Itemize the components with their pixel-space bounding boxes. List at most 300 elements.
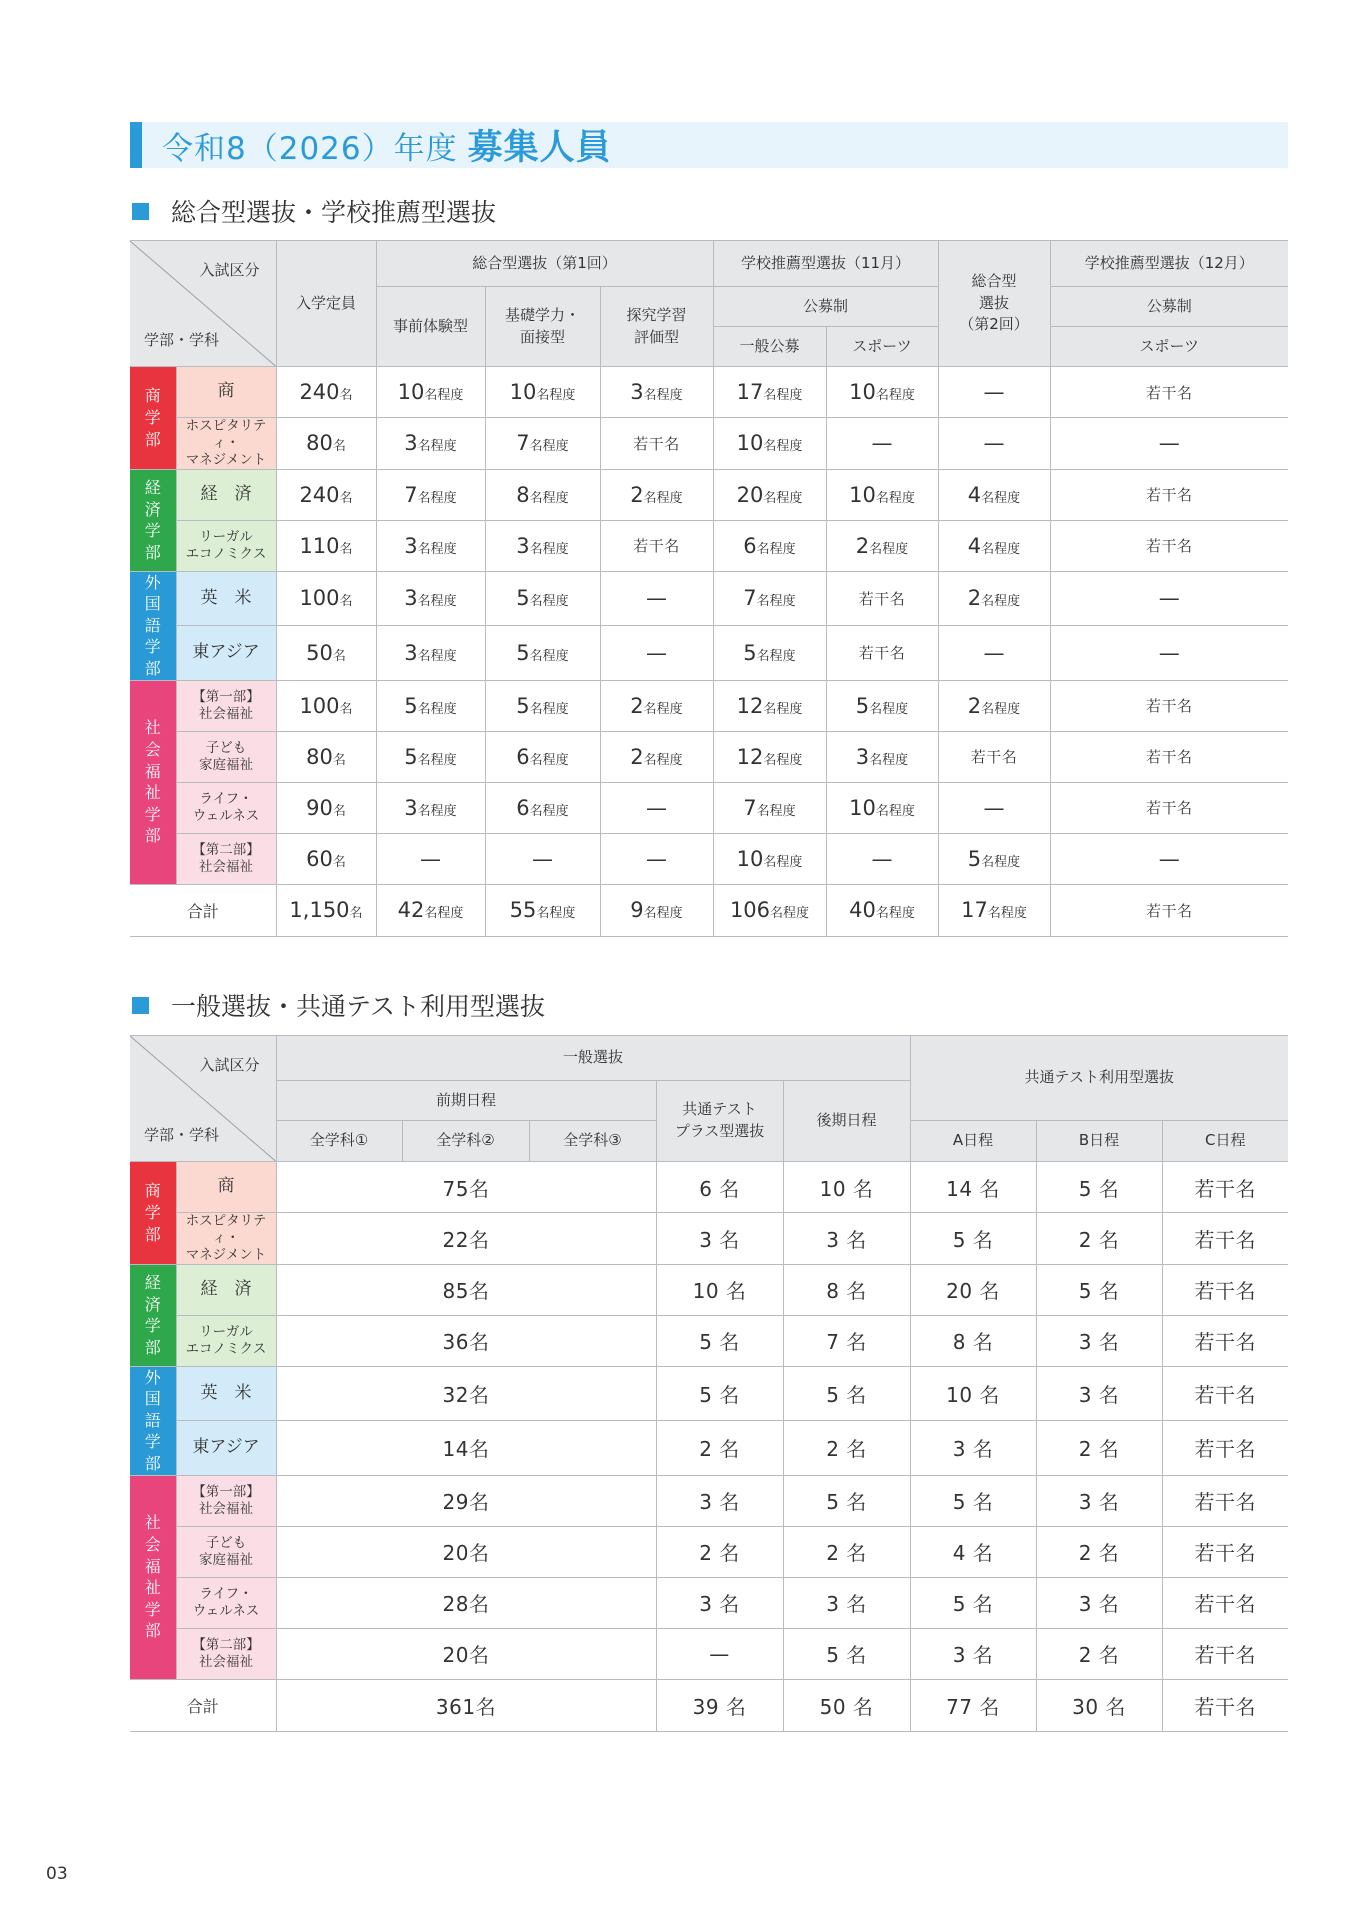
social-faculty-cell: 社 会 福 祉 学 部 — [130, 680, 176, 884]
total-cell: 30 名 — [1036, 1679, 1162, 1731]
quota-number: 12 — [736, 744, 764, 769]
total-number: 17 — [961, 898, 988, 923]
quota-cell — [713, 520, 826, 571]
quota-cell: — — [1050, 418, 1288, 470]
quota-cell: 若干名 — [600, 418, 713, 470]
total-number: 106 — [729, 898, 771, 923]
total-unit: 名程度 — [536, 906, 576, 922]
quota-cell: 32名 — [276, 1366, 656, 1420]
quota-cell — [826, 469, 938, 520]
quota-cell — [600, 469, 713, 520]
quota-cell — [376, 469, 485, 520]
quota-number: 10 — [736, 846, 764, 871]
quota-unit: 名 — [339, 541, 353, 557]
quota-unit: 名程度 — [417, 803, 457, 819]
quota-unit: 名程度 — [536, 388, 576, 403]
quota-unit: 名程度 — [981, 701, 1021, 717]
table-ippan-kyotsu — [130, 1035, 1288, 1732]
quota-cell: 6 名 — [656, 1162, 783, 1213]
quota-unit: 名程度 — [529, 439, 569, 455]
department-name: ライフ・ ウェルネス — [176, 1577, 276, 1628]
table1-corner — [130, 241, 276, 367]
quota-cell: 5 名 — [910, 1475, 1036, 1526]
total-unit: 名程度 — [424, 906, 464, 922]
quota-cell — [826, 367, 938, 418]
quota-unit: 名程度 — [756, 803, 796, 819]
quota-unit: 名程度 — [529, 803, 569, 819]
header-all-1: 全学科① — [276, 1121, 402, 1162]
quota-unit: 名程度 — [763, 701, 803, 717]
quota-cell: 2 名 — [783, 1421, 910, 1475]
quota-cell: 5 名 — [783, 1628, 910, 1679]
department-name: リーガル エコノミクス — [176, 520, 276, 571]
total-cell — [276, 884, 376, 936]
quota-unit: 名 — [332, 854, 346, 870]
quota-cell: — — [938, 626, 1050, 680]
quota-unit: 名程度 — [417, 648, 457, 664]
quota-number: 3 — [855, 744, 870, 769]
total-number: 55 — [509, 898, 537, 923]
page-number: 03 — [46, 1864, 68, 1884]
total-cell: 39 名 — [656, 1679, 783, 1731]
quota-cell: 5 名 — [910, 1213, 1036, 1265]
quota-cell — [485, 367, 600, 418]
quota-cell — [938, 469, 1050, 520]
table-row — [130, 833, 1288, 884]
total-label: 合計 — [130, 884, 276, 936]
quota-unit: 名程度 — [981, 541, 1021, 557]
quota-number: 10 — [849, 380, 876, 404]
quota-cell: — — [826, 418, 938, 470]
quota-cell: — — [600, 571, 713, 625]
quota-number: 100 — [299, 693, 340, 718]
quota-unit: 名程度 — [981, 490, 1021, 506]
quota-cell: 75名 — [276, 1162, 656, 1213]
quota-cell: 36名 — [276, 1315, 656, 1366]
quota-cell — [276, 731, 376, 782]
table-row — [130, 1475, 1288, 1526]
section2-title — [132, 987, 545, 1023]
quota-number: 2 — [967, 693, 982, 718]
quota-cell: 3 名 — [1036, 1475, 1162, 1526]
department-name: 子ども 家庭福祉 — [176, 1526, 276, 1577]
quota-cell — [826, 680, 938, 731]
quota-number: 20 — [736, 482, 764, 507]
quota-unit: 名程度 — [417, 701, 457, 717]
quota-unit: 名 — [332, 439, 346, 455]
total-cell — [485, 884, 600, 936]
table-row — [130, 1315, 1288, 1366]
quota-number: 60 — [306, 846, 333, 871]
header-kobo-12: 公募制 — [1050, 287, 1288, 327]
quota-cell: 若干名 — [600, 520, 713, 571]
quota-number: 8 — [516, 482, 530, 507]
header-kobo: 公募制 — [713, 287, 938, 327]
quota-cell: 85名 — [276, 1264, 656, 1315]
total-label: 合計 — [130, 1679, 276, 1731]
quota-cell — [713, 833, 826, 884]
quota-cell — [376, 367, 485, 418]
total-number: 40 — [849, 898, 876, 923]
total-cell: 若干名 — [1050, 884, 1288, 936]
foreign-faculty-cell: 外 国 語 学 部 — [130, 1366, 176, 1475]
quota-unit: 名程度 — [529, 490, 569, 506]
quota-cell: 14名 — [276, 1421, 656, 1475]
quota-unit: 名程度 — [763, 752, 803, 768]
quota-cell: 若干名 — [1050, 731, 1288, 782]
quota-unit: 名程度 — [643, 701, 683, 717]
header-sports: スポーツ — [826, 327, 938, 367]
total-cell: 50 名 — [783, 1679, 910, 1731]
quota-number: 2 — [630, 693, 644, 718]
quota-cell: 若干名 — [1162, 1264, 1288, 1315]
quota-cell: — — [1050, 571, 1288, 625]
quota-unit: 名程度 — [763, 439, 803, 455]
quota-cell — [713, 782, 826, 833]
quota-cell: 3 名 — [1036, 1366, 1162, 1420]
quota-number: 3 — [516, 533, 530, 558]
quota-number: 10 — [849, 482, 876, 507]
quota-cell — [376, 680, 485, 731]
header-c-nittei: C日程 — [1162, 1121, 1288, 1162]
total-unit: 名程度 — [987, 906, 1027, 922]
table-row — [130, 1162, 1288, 1213]
quota-cell — [276, 418, 376, 470]
total-unit: 名程度 — [875, 906, 915, 922]
quota-cell — [713, 731, 826, 782]
table-row — [130, 680, 1288, 731]
header-koki: 後期日程 — [783, 1081, 910, 1162]
quota-unit: 名程度 — [763, 490, 803, 506]
quota-cell — [485, 731, 600, 782]
header-capacity: 入学定員 — [276, 241, 376, 367]
quota-number: 3 — [404, 431, 418, 456]
quota-unit: 名程度 — [869, 752, 909, 768]
quota-cell: 5 名 — [783, 1475, 910, 1526]
quota-number: 110 — [299, 533, 340, 558]
quota-unit: 名程度 — [763, 388, 803, 403]
header-suisen-11: 学校推薦型選抜（11月） — [713, 241, 938, 287]
quota-cell: 若干名 — [1162, 1315, 1288, 1366]
quota-cell: 若干名 — [1050, 520, 1288, 571]
quota-cell: 若干名 — [938, 731, 1050, 782]
department-name: 【第二部】 社会福祉 — [176, 1628, 276, 1679]
quota-unit: 名 — [332, 648, 346, 664]
quota-number: 5 — [404, 744, 418, 769]
quota-cell: 若干名 — [1162, 1475, 1288, 1526]
quota-cell: 若干名 — [1050, 782, 1288, 833]
quota-unit: 名程度 — [981, 854, 1021, 870]
quota-number: 2 — [855, 533, 870, 558]
quota-cell: 2 名 — [1036, 1526, 1162, 1577]
table-row — [130, 469, 1288, 520]
quota-number: 5 — [404, 693, 418, 718]
table-row — [130, 1366, 1288, 1420]
quota-unit: 名程度 — [417, 752, 457, 768]
quota-cell: 若干名 — [1050, 367, 1288, 418]
header-a-nittei: A日程 — [910, 1121, 1036, 1162]
quota-cell — [376, 571, 485, 625]
quota-number: 7 — [743, 795, 757, 820]
quota-number: 5 — [516, 640, 530, 665]
header-sogo-2: 総合型 選抜 （第2回） — [938, 241, 1050, 367]
quota-cell: 20 名 — [910, 1264, 1036, 1315]
quota-cell: 22名 — [276, 1213, 656, 1265]
quota-number: 6 — [516, 744, 530, 769]
section1-title-text: 総合型選抜・学校推薦型選抜 — [171, 198, 497, 227]
quota-cell: 20名 — [276, 1628, 656, 1679]
table-row — [130, 571, 1288, 625]
quota-cell: 8 名 — [783, 1264, 910, 1315]
table-row — [130, 1421, 1288, 1475]
quota-cell — [276, 782, 376, 833]
quota-number: 90 — [306, 795, 333, 820]
quota-unit: 名程度 — [643, 388, 683, 403]
quota-unit: 名程度 — [643, 752, 683, 768]
quota-number: 3 — [404, 640, 418, 665]
quota-cell: 若干名 — [1162, 1577, 1288, 1628]
total-number: 42 — [397, 898, 425, 923]
quota-cell: 3 名 — [910, 1421, 1036, 1475]
quota-number: 5 — [516, 586, 530, 611]
foreign-faculty-cell: 外 国 語 学 部 — [130, 571, 176, 680]
corner-exam-label: 入試区分 — [199, 1056, 260, 1074]
section1-title — [132, 193, 496, 229]
quota-unit: 名程度 — [875, 490, 915, 506]
quota-cell: 3 名 — [783, 1213, 910, 1265]
quota-number: 5 — [743, 640, 757, 665]
quota-cell — [938, 520, 1050, 571]
department-name: 【第二部】 社会福祉 — [176, 833, 276, 884]
total-cell: 361名 — [276, 1679, 656, 1731]
quota-unit: 名 — [332, 752, 346, 768]
department-name: 東アジア — [176, 1421, 276, 1475]
quota-cell: — — [1050, 833, 1288, 884]
quota-cell: 2 名 — [656, 1421, 783, 1475]
quota-cell: — — [826, 833, 938, 884]
quota-number: 10 — [849, 795, 876, 820]
quota-number: 12 — [736, 693, 764, 718]
quota-cell: 3 名 — [656, 1213, 783, 1265]
table-row — [130, 520, 1288, 571]
quota-cell: 3 名 — [910, 1628, 1036, 1679]
quota-number: 2 — [967, 586, 982, 611]
department-name: 商 — [176, 1162, 276, 1213]
header-all-2: 全学科② — [402, 1121, 529, 1162]
quota-number: 6 — [516, 795, 530, 820]
quota-unit: 名程度 — [417, 490, 457, 506]
header-ippan-kobo: 一般公募 — [713, 327, 826, 367]
quota-cell: 若干名 — [1162, 1162, 1288, 1213]
quota-cell: 若干名 — [1162, 1213, 1288, 1265]
quota-cell — [826, 731, 938, 782]
department-name: ライフ・ ウェルネス — [176, 782, 276, 833]
department-name: 経 済 — [176, 469, 276, 520]
quota-cell — [713, 571, 826, 625]
total-unit: 名程度 — [643, 906, 683, 922]
quota-unit: 名程度 — [529, 701, 569, 717]
table-row — [130, 1213, 1288, 1265]
table-row — [130, 1264, 1288, 1315]
social-faculty-cell: 社 会 福 祉 学 部 — [130, 1475, 176, 1679]
quota-number: 7 — [516, 431, 530, 456]
quota-cell: 若干名 — [1162, 1366, 1288, 1420]
quota-unit: 名程度 — [875, 803, 915, 819]
quota-unit: 名程度 — [417, 439, 457, 455]
quota-number: 80 — [306, 431, 333, 456]
quota-number: 3 — [630, 380, 644, 404]
quota-cell — [376, 626, 485, 680]
quota-cell — [485, 469, 600, 520]
quota-cell: — — [938, 782, 1050, 833]
quota-cell: 5 名 — [1036, 1162, 1162, 1213]
header-sogo-1: 総合型選抜（第1回） — [376, 241, 713, 287]
quota-cell — [485, 520, 600, 571]
quota-cell — [276, 680, 376, 731]
quota-cell — [713, 367, 826, 418]
quota-number: 2 — [630, 482, 644, 507]
quota-unit: 名程度 — [529, 648, 569, 664]
department-name: 商 — [176, 367, 276, 418]
economics-faculty-cell: 経 済 学 部 — [130, 469, 176, 571]
quota-cell: 4 名 — [910, 1526, 1036, 1577]
total-cell: 若干名 — [1162, 1679, 1288, 1731]
quota-cell: 若干名 — [1162, 1628, 1288, 1679]
quota-number: 5 — [855, 693, 870, 718]
total-row — [130, 1679, 1288, 1731]
quota-cell: 28名 — [276, 1577, 656, 1628]
quota-number: 4 — [967, 482, 982, 507]
total-unit: 名程度 — [770, 906, 810, 922]
department-name: 子ども 家庭福祉 — [176, 731, 276, 782]
quota-unit: 名程度 — [529, 594, 569, 610]
table-row — [130, 782, 1288, 833]
title-main: 募集人員 — [467, 128, 612, 168]
quota-unit: 名程度 — [529, 541, 569, 557]
quota-cell — [276, 571, 376, 625]
quota-cell: — — [1050, 626, 1288, 680]
quota-cell — [376, 731, 485, 782]
table2-corner — [130, 1036, 276, 1162]
quota-number: 4 — [967, 533, 982, 558]
quota-cell: 2 名 — [656, 1526, 783, 1577]
quota-cell — [600, 731, 713, 782]
header-sports-12: スポーツ — [1050, 327, 1288, 367]
commerce-faculty-cell: 商 学 部 — [130, 1162, 176, 1265]
total-number: 1,150 — [289, 898, 350, 923]
quota-number: 3 — [404, 533, 418, 558]
quota-cell — [600, 680, 713, 731]
quota-unit: 名程度 — [756, 541, 796, 557]
quota-unit: 名 — [332, 803, 346, 819]
quota-cell — [485, 680, 600, 731]
header-ippan-senbatsu: 一般選抜 — [276, 1036, 910, 1081]
quota-cell: 5 名 — [1036, 1264, 1162, 1315]
header-all-3: 全学科③ — [529, 1121, 656, 1162]
quota-unit: 名程度 — [981, 594, 1021, 610]
section2-title-text: 一般選抜・共通テスト利用型選抜 — [171, 992, 546, 1021]
department-name: 英 米 — [176, 1366, 276, 1420]
total-cell — [826, 884, 938, 936]
quota-cell — [600, 367, 713, 418]
quota-unit: 名 — [339, 490, 353, 506]
quota-cell — [276, 626, 376, 680]
quota-cell: 3 名 — [1036, 1577, 1162, 1628]
quota-cell: 8 名 — [910, 1315, 1036, 1366]
quota-unit: 名程度 — [756, 648, 796, 664]
quota-number: 6 — [743, 533, 757, 558]
quota-number: 7 — [743, 586, 757, 611]
quota-number: 5 — [967, 846, 982, 871]
quota-cell: 5 名 — [656, 1366, 783, 1420]
quota-number: 5 — [516, 693, 530, 718]
quota-unit: 名程度 — [763, 854, 803, 870]
quota-cell — [276, 469, 376, 520]
header-accent-bar — [130, 122, 142, 168]
quota-cell: 若干名 — [826, 626, 938, 680]
quota-cell — [376, 782, 485, 833]
department-name: 【第一部】 社会福祉 — [176, 680, 276, 731]
header-kyotsu: 共通テスト利用型選抜 — [910, 1036, 1288, 1121]
department-name: ホスピタリティ・ マネジメント — [176, 418, 276, 470]
table-row — [130, 367, 1288, 418]
table-row — [130, 1577, 1288, 1628]
total-row — [130, 884, 1288, 936]
quota-number: 17 — [736, 380, 764, 404]
quota-cell: 5 名 — [783, 1366, 910, 1420]
table-row — [130, 418, 1288, 470]
square-bullet-icon — [132, 203, 149, 220]
quota-cell: 若干名 — [1162, 1421, 1288, 1475]
quota-cell: 10 名 — [910, 1366, 1036, 1420]
total-cell — [600, 884, 713, 936]
quota-cell: — — [938, 367, 1050, 418]
quota-number: 50 — [306, 640, 333, 665]
quota-cell: 14 名 — [910, 1162, 1036, 1213]
quota-cell — [938, 833, 1050, 884]
quota-unit: 名 — [339, 388, 353, 403]
quota-unit: 名 — [339, 594, 353, 610]
quota-number: 10 — [397, 380, 425, 404]
department-name: ホスピタリティ・ マネジメント — [176, 1213, 276, 1265]
header-tankyu: 探究学習 評価型 — [600, 287, 713, 367]
table-sogo-suisen — [130, 240, 1288, 937]
quota-cell — [485, 418, 600, 470]
department-name: リーガル エコノミクス — [176, 1315, 276, 1366]
quota-unit: 名程度 — [529, 752, 569, 768]
quota-cell: 29名 — [276, 1475, 656, 1526]
quota-cell: 10 名 — [783, 1162, 910, 1213]
total-cell — [376, 884, 485, 936]
department-name: 東アジア — [176, 626, 276, 680]
header-b-nittei: B日程 — [1036, 1121, 1162, 1162]
quota-cell — [276, 520, 376, 571]
quota-unit: 名程度 — [417, 541, 457, 557]
quota-cell: 2 名 — [1036, 1421, 1162, 1475]
header-suisen-12: 学校推薦型選抜（12月） — [1050, 241, 1288, 287]
quota-cell: — — [376, 833, 485, 884]
department-name: 英 米 — [176, 571, 276, 625]
quota-cell: 3 名 — [1036, 1315, 1162, 1366]
square-bullet-icon — [132, 997, 149, 1014]
total-unit: 名 — [349, 906, 363, 922]
table-row — [130, 731, 1288, 782]
quota-number: 80 — [306, 744, 333, 769]
quota-unit: 名程度 — [643, 490, 683, 506]
quota-cell: — — [600, 782, 713, 833]
quota-cell — [276, 367, 376, 418]
quota-cell: 若干名 — [1162, 1526, 1288, 1577]
